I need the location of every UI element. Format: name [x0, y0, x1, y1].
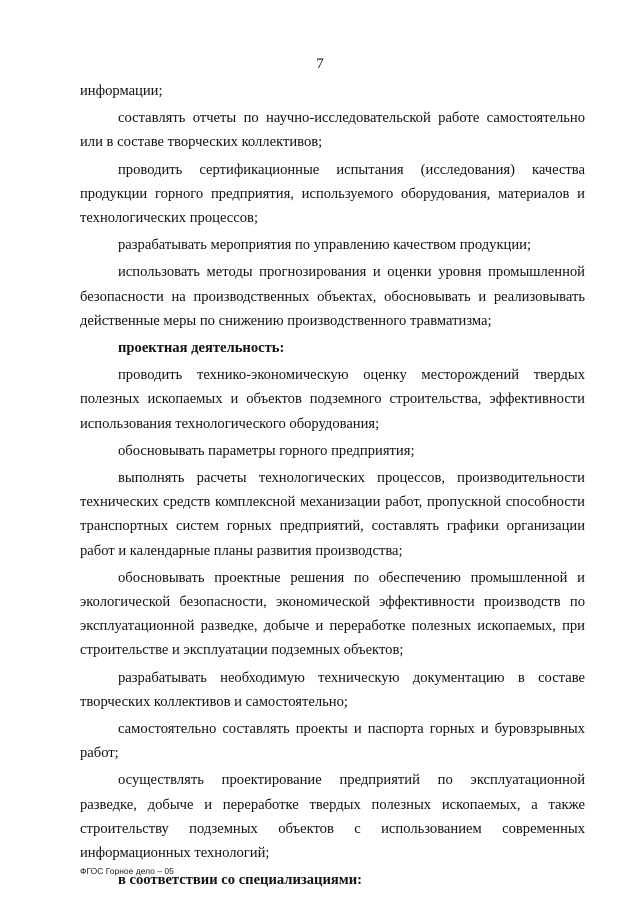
- paragraph: выполнять расчеты технологических процессов, производительности технических средств комплексной механизации работ, пропускной способности транспортных систем горных предприятий, составлять графики организации работ и календарные планы развития производства;: [80, 470, 585, 559]
- paragraph: информации;: [80, 83, 163, 99]
- paragraph: разрабатывать необходимую техническую документацию в составе творческих коллективов и самостоятельно;: [80, 669, 585, 710]
- paragraph: разрабатывать мероприятия по управлению качеством продукции;: [118, 237, 532, 254]
- paragraph: использовать методы прогнозирования и оценки уровня промышленной безопасности на производственных объектах, обосновывать и реализовывать действенные меры по снижению производственного травматизма;: [80, 264, 585, 329]
- paragraph: проводить технико-экономическую оценку месторождений твердых полезных ископаемых и объектов подземного строительства, эффективности использования технологического оборудования;: [80, 367, 585, 432]
- section-heading: проектная деятельность:: [118, 340, 285, 357]
- paragraph: обосновывать проектные решения по обеспечению промышленной и экологической безопасности, экономической эффективности производств по эксплуатационной разведке, добыче и переработке полезных ископаемых, при строительстве и эксплуатации подземных объектов;: [80, 569, 585, 659]
- document-body: [80, 79, 585, 896]
- paragraph: обосновывать параметры горного предприятия;: [118, 442, 415, 459]
- paragraph: проводить сертификационные испытания (исследования) качества продукции горного предприятия, используемого оборудования, материалов и технологических процессов;: [80, 161, 585, 227]
- section-heading: в соответствии со специализациями:: [118, 872, 362, 889]
- paragraph: осуществлять проектирование предприятий по эксплуатационной разведке, добыче и переработке твердых полезных ископаемых, а также строительству подземных объектов с использованием современных информационных технологий;: [80, 772, 585, 862]
- paragraph: самостоятельно составлять проекты и паспорта горных и буровзрывных работ;: [80, 721, 585, 762]
- footer-label: ФГОС Горное дело – 05: [80, 866, 174, 876]
- paragraph: составлять отчеты по научно-исследовательской работе самостоятельно или в составе творческих коллективов;: [80, 110, 585, 151]
- page-number: 7: [316, 56, 324, 72]
